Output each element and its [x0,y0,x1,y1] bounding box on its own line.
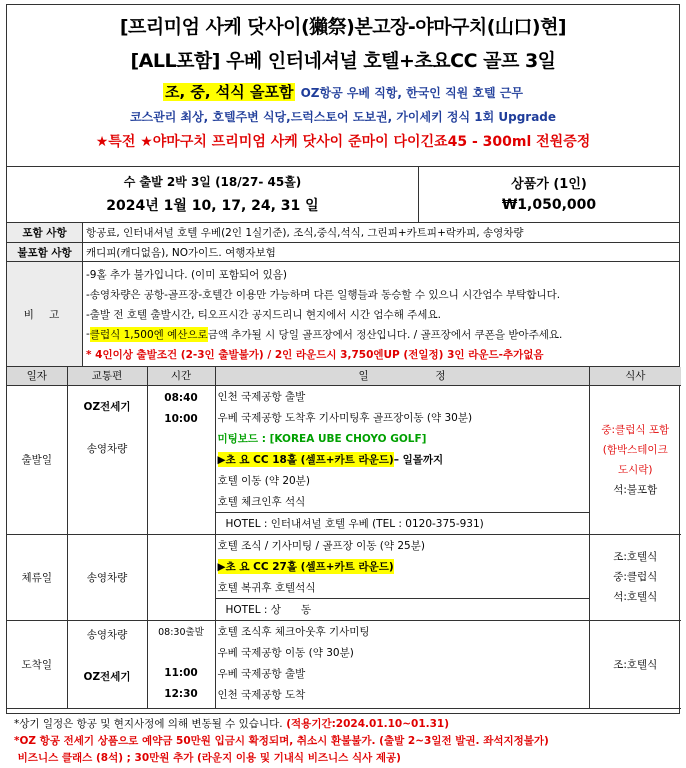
day1-line-5: 호텔 이동 (약 20분) [217,474,310,487]
note-2: -송영차량은 공항-골프장-호텔간 이용만 가능하며 다른 일행들과 동승할 수 있으니 시간엄수 부탁합니다. [86,288,561,301]
day3-meal-1: 조:호텔식 [613,658,658,671]
departure-dates: 2024년 1월 10, 17, 24, 31 일 [106,198,319,214]
col-meals: 식사 [589,367,681,385]
meals-badge: 조, 중, 석식 올포함 [164,83,294,101]
day1-itinerary [215,385,589,534]
day2-line-2 [218,556,589,577]
included-row [7,223,679,243]
day1-label: 출발일 [7,385,67,534]
day3-times [147,620,215,708]
day1-line-3: 미팅보드 : [KOREA UBE CHOYO GOLF] [217,432,427,445]
day1-transport-2: 송영차량 [86,442,128,455]
table-row-day3 [7,620,681,708]
day2-itinerary [215,534,589,620]
footer-line-1-period: (적용기간:2024.01.10~01.31) [282,718,450,730]
col-transport: 교통편 [67,367,147,385]
departure-row [7,167,679,223]
day1-times [147,385,215,534]
day1-line-1: 인천 국제공항 출발 [217,390,306,403]
day3-line-3: 우베 국제공항 출발 [217,667,306,680]
day1-transport-1: OZ전세기 [83,400,131,413]
day1-time-1: 08:40 [164,392,198,404]
table-row-day1 [7,385,681,534]
day1-meal-3: 도시락) [617,463,653,476]
day3-transport [67,620,147,708]
day1-meal-1: 중:클럽식 포함 [601,423,670,436]
notes-label: 비 고 [7,262,83,366]
day1-transport [67,385,147,534]
schedule-table [7,367,681,709]
note-3: -출발 전 호텔 출발시간, 티오프시간 공지드리니 현지에서 시간 엄수해 주세요. [86,308,441,321]
day3-transport-2: OZ전세기 [83,670,131,683]
day2-meals [589,534,681,620]
notes-value [83,262,679,366]
day3-time-3: 12:30 [164,688,198,700]
note-4-dash: - [86,328,90,340]
day3-line-4: 인천 국제공항 도착 [217,688,306,701]
flight-highlight: OZ항공 우베 직항, 한국인 직원 호텔 근무 [300,86,523,100]
included-value: 항공료, 인터내셔널 호텔 우베(2인 1실기준), 조식,중식,석식, 그린피+카트피+락카피, 송영차량 [86,227,524,239]
footer-notes [14,716,549,767]
highlight-line-1 [7,73,679,102]
note-4 [86,324,679,344]
day3-label: 도착일 [7,620,67,708]
table-row-day2 [7,534,681,620]
day2-label: 체류일 [7,534,67,620]
day2-transport: 송영차량 [67,534,147,620]
day2-round-highlight: ▶초 요 CC 27홀 (셀프+카트 라운드) [217,560,394,573]
included-label: 포함 사항 [7,223,83,242]
day2-meal-1: 조:호텔식 [613,551,658,563]
day1-round-rest: – 일몰까지 [393,453,444,466]
notes-row [7,262,679,367]
day2-meal-2: 중:클럽식 [613,571,658,583]
day3-line-2: 우베 국제공항 이동 (약 30분) [217,646,354,659]
special-benefit: ★특전 ★야마구치 프리미엄 사케 닷사이 준마이 다이긴죠45 - 300ml 전원증정 [95,134,591,150]
note-4-rest: 금액 추가될 시 당일 골프장에서 정산입니다. / 골프장에서 쿠폰을 받아주세요. [207,328,563,341]
price-info [419,167,679,222]
col-date: 일자 [7,367,67,385]
departure-schedule: 수 출발 2박 3일 (18/27- 45홀) [123,175,302,189]
footer-line-1 [14,716,549,733]
day1-meal-2: (함박스테이크 [602,443,668,456]
day3-line-1: 호텔 조식후 체크아웃후 기사미팅 [217,625,370,638]
highlight-line-2: 코스관리 최상, 호텔주변 식당,드럭스토어 도보권, 가이세키 정식 1회 Upgrade [129,110,557,124]
footer-line-2: *OZ 항공 전세기 상품으로 예약금 50만원 입금시 확정되며, 취소시 환불불가. (출발 2~3일전 발권. 좌석지정불가) [14,735,549,747]
day3-transport-1: 송영차량 [86,628,128,641]
excluded-label: 불포함 사항 [7,243,83,261]
title-line-1: [프리미엄 사케 닷사이(獺祭)본고장-야마구치(山口)현] [119,16,567,38]
day1-meals [589,385,681,534]
day1-line-6: 호텔 체크인후 석식 [217,495,306,508]
excluded-row [7,243,679,262]
day1-hotel: HOTEL : 인터내셔널 호텔 우베 (TEL : 0120-375-931) [225,517,484,530]
schedule-header-row [7,367,681,385]
col-itinerary: 일 정 [215,367,589,385]
footer-line-3: 비즈니스 클래스 (8석) ; 30만원 추가 (라운지 이용 및 기내식 비즈니스 식사 제공) [14,752,401,764]
title-line-2: [ALL포함] 우베 인터네셔널 호텔+초요CC 골프 3일 [130,50,556,72]
day2-hotel: HOTEL : 상 동 [225,603,312,616]
day1-line-2: 우베 국제공항 도착후 기사미팅후 골프장이동 (약 30분) [217,411,473,424]
excluded-value: 캐디피(캐디없음), NO가이드. 여행자보험 [86,246,276,259]
note-5: * 4인이상 출발조건 (2-3인 출발불가) / 2인 라운드시 3,750엔UP (전일정) 3인 라운드-추가없음 [86,348,544,361]
price-value: ₩1,050,000 [501,197,597,213]
col-time: 시간 [147,367,215,385]
day3-itinerary [215,620,589,708]
departure-info [7,167,419,222]
day2-line-3: 호텔 복귀후 호텔석식 [217,581,316,594]
note-4-highlight: 클럽식 1,500엔 예산으로 [89,328,208,341]
day3-meals [589,620,681,708]
day2-meal-3: 석:호텔식 [613,591,658,603]
note-1: -9홀 추가 불가입니다. (이미 포함되어 있음) [86,268,287,281]
itinerary-sheet [6,4,680,714]
day1-line-4 [218,449,589,470]
day1-time-2: 10:00 [164,413,198,425]
day2-times [147,534,215,620]
day1-round-highlight: ▶초 요 CC 18홀 (셀프+카트 라운드) [217,453,394,466]
header [7,5,679,167]
day1-meal-4: 석:불포함 [613,483,658,496]
day3-time-1: 08:30출발 [158,627,204,638]
day2-line-1: 호텔 조식 / 기사미팅 / 골프장 이동 (약 25분) [217,539,425,552]
day3-time-2: 11:00 [164,667,198,679]
footer-line-1-text: *상기 일정은 항공 및 현지사정에 의해 변동될 수 있습니다. [14,718,283,730]
price-label: 상품가 (1인) [511,177,587,192]
